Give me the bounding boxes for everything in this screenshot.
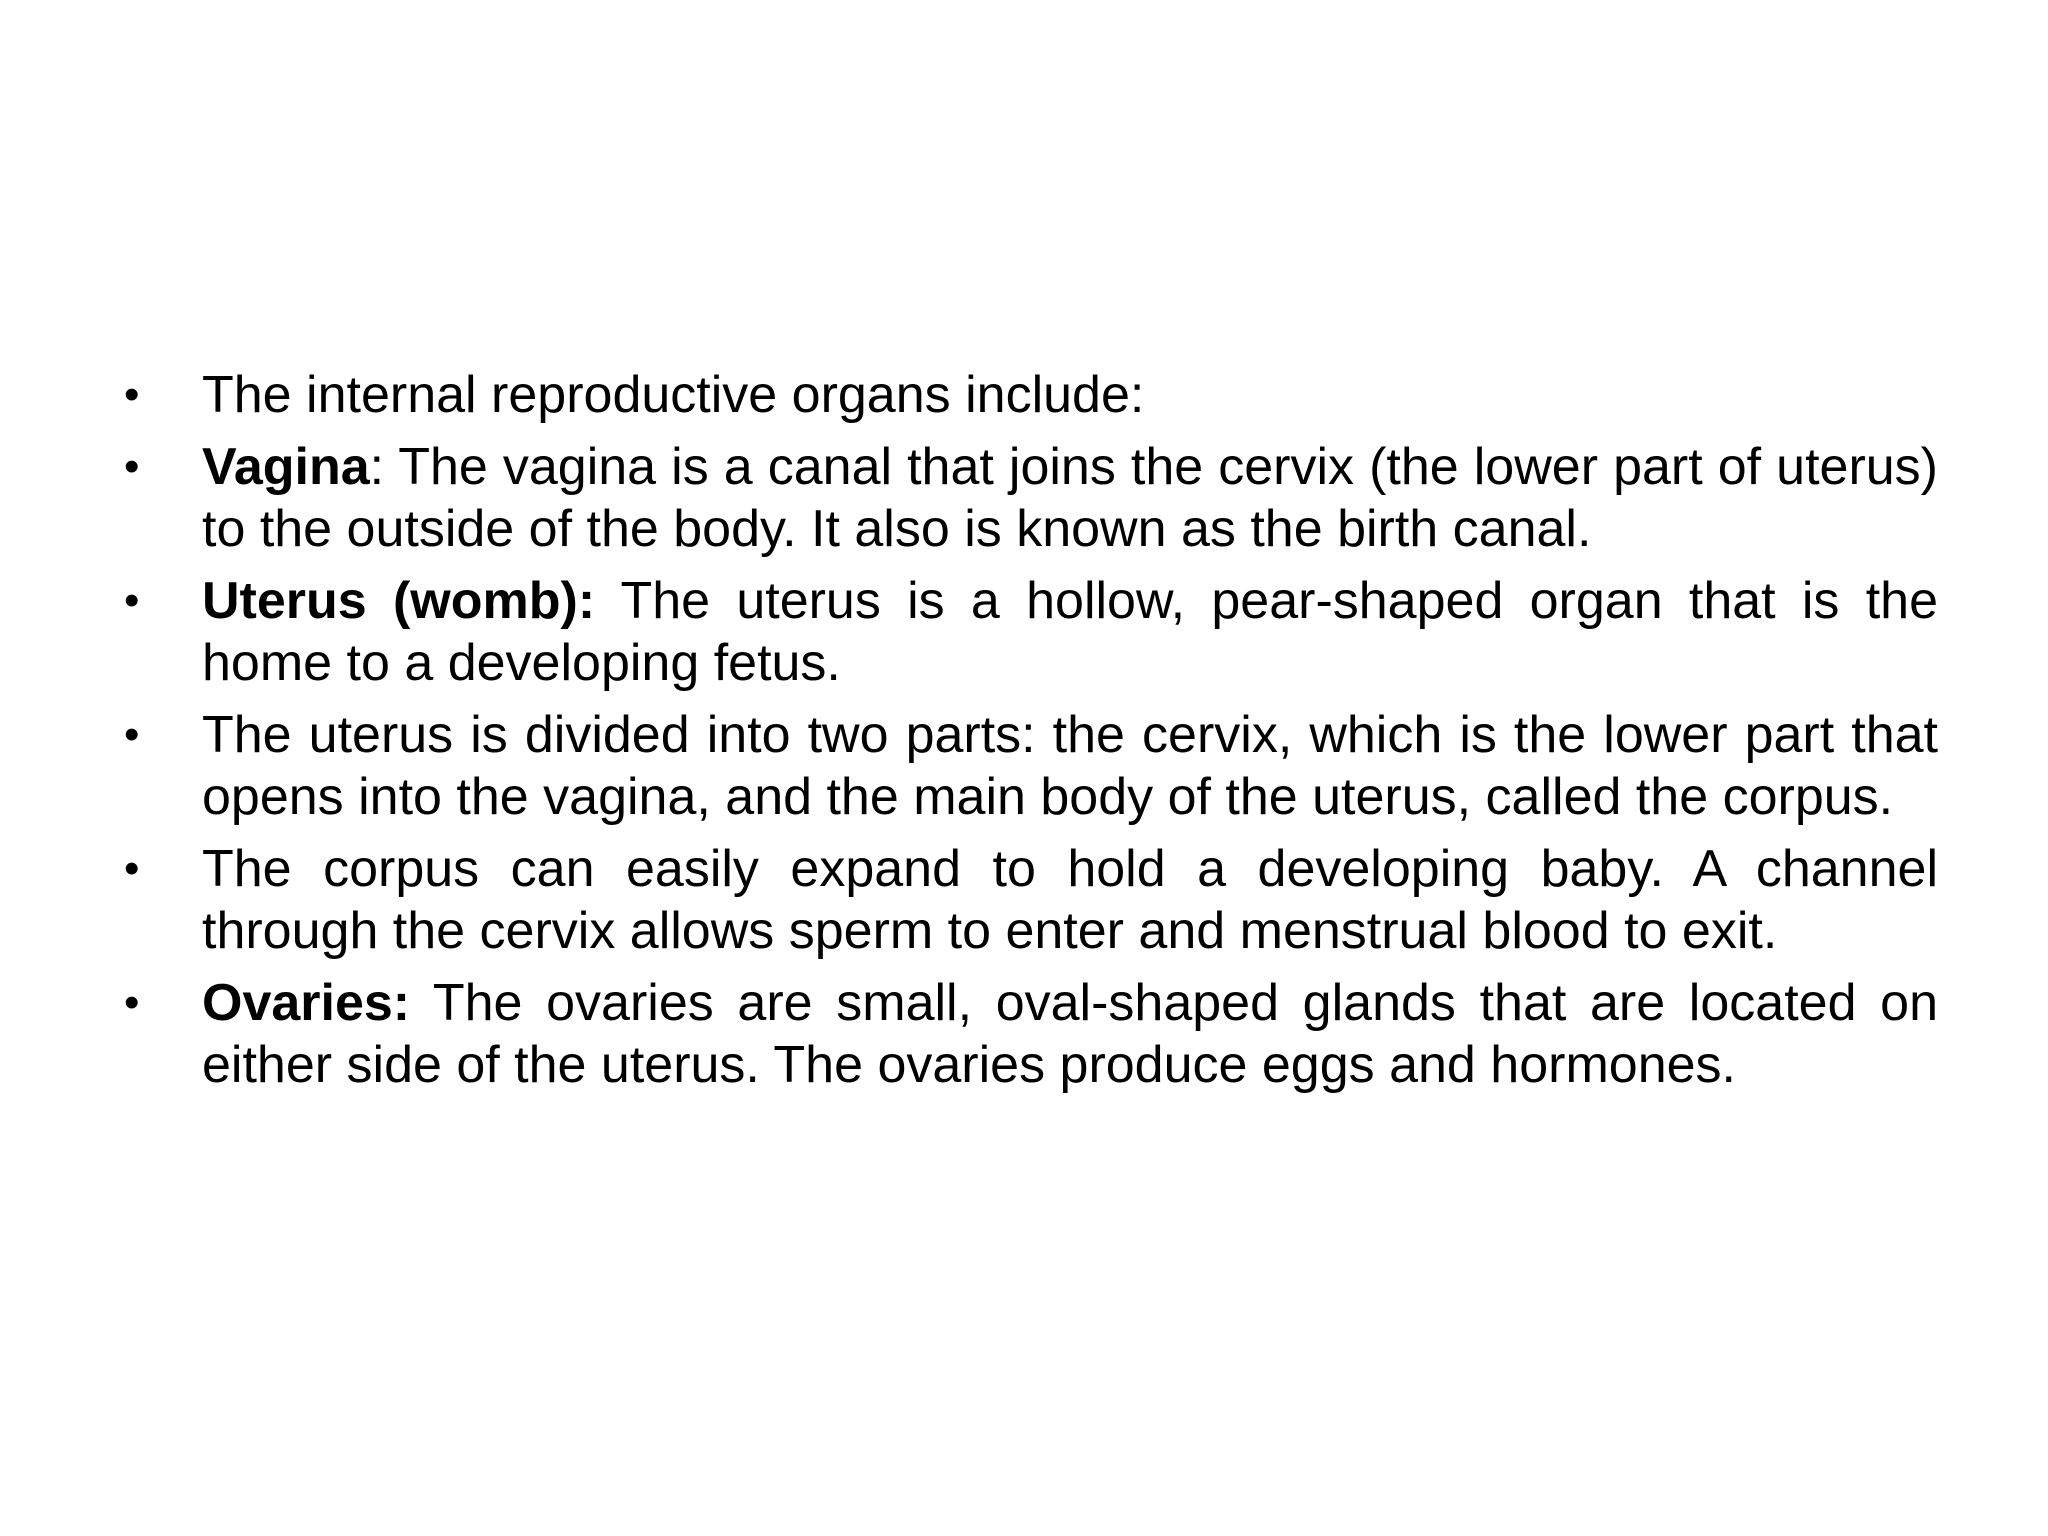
- bullet-term: Ovaries:: [202, 974, 411, 1032]
- bullet-list: [120, 364, 1938, 1106]
- bullet-item-ovaries: [120, 972, 1938, 1096]
- bullet-text: The corpus can easily expand to hold a developing baby. A channel through the cervix allows sperm to enter and menstrual blood to exit.: [202, 840, 1938, 960]
- bullet-term: Vagina: [202, 438, 370, 496]
- bullet-item-uterus: [120, 570, 1938, 694]
- bullet-text: The internal reproductive organs include:: [202, 366, 1145, 424]
- bullet-item-corpus: [120, 838, 1938, 962]
- bullet-icon: •: [124, 442, 140, 491]
- bullet-icon: •: [124, 370, 140, 419]
- bullet-icon: •: [124, 576, 140, 625]
- bullet-icon: •: [124, 844, 140, 893]
- bullet-icon: •: [124, 710, 140, 759]
- bullet-text: The uterus is divided into two parts: the cervix, which is the lower part that opens into the vagina, and the main body of the uterus, called the corpus.: [202, 706, 1938, 826]
- bullet-text: : The vagina is a canal that joins the cervix (the lower part of uterus) to the outside of the body. It also is known as the birth canal.: [202, 438, 1938, 558]
- bullet-text: The ovaries are small, oval-shaped glands that are located on either side of the uterus. The ovaries produce eggs and hormones.: [202, 974, 1938, 1094]
- bullet-item-internal-organs: [120, 364, 1938, 426]
- bullet-term: Uterus (womb):: [202, 572, 596, 630]
- bullet-icon: •: [124, 978, 140, 1027]
- bullet-item-uterus-parts: [120, 704, 1938, 828]
- bullet-text: The uterus is a hollow, pear-shaped organ that is the home to a developing fetus.: [202, 572, 1938, 692]
- bullet-item-vagina: [120, 436, 1938, 560]
